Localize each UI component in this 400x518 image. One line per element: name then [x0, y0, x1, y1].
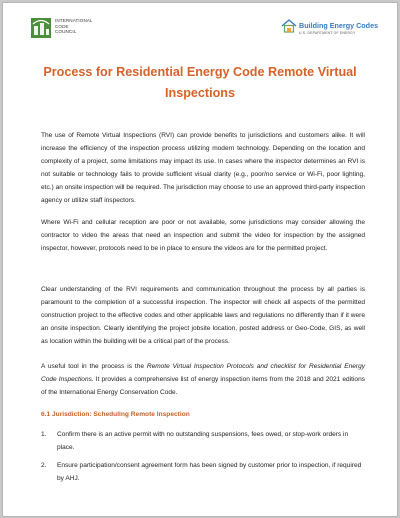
house-icon — [281, 19, 297, 33]
section-heading: 6.1 Jurisdiction: Scheduling Remote Inspection — [41, 411, 190, 418]
paragraph-3: Clear understanding of the RVI requirements and communication throughout the process by all parties is paramount to the completion of a successful inspection. The inspector will check all aspects of the permitted construction project to the effective codes and other applicable laws and regulations no differently than if it were an onsite inspection. Clearly identifying the project jobsite location, posted address or Geo-Code, GIS, as well as location within the building will be a critical part of the process. — [41, 286, 365, 346]
icc-logo — [31, 18, 103, 38]
bec-subtitle: U.S. DEPARTMENT OF ENERGY — [299, 31, 356, 35]
numbered-list — [41, 428, 365, 490]
icc-line-3: COUNCIL — [55, 29, 77, 35]
document-page — [2, 2, 398, 517]
list-item-number: 1. — [41, 431, 47, 438]
page-title: Process for Residential Energy Code Remote Virtual Inspections — [43, 65, 357, 100]
paragraph-1: The use of Remote Virtual Inspections (RVI) can provide benefits to jurisdictions and customers alike. It will increase the efficiency of the inspection process utilizing modern technology. Depending on the location and complexity of a project, some limitations may impact its use. In cases where the inspector determines an RVI is not suitable or technology fails to provide sufficient visual clarity (e.g., poor/no service or Wi-Fi, poor lighting, etc.) an onsite inspection will be required. The jurisdiction may choose to use an approved third-party inspection agency or utilize staff inspectors. — [41, 132, 365, 205]
list-item-text: Ensure participation/consent agreement form has been signed by customer prior to inspection, if required by AHJ. — [57, 462, 362, 483]
bec-name: Building Energy Codes — [299, 21, 379, 30]
icc-line-1: INTERNATIONAL — [55, 18, 93, 23]
page-header — [3, 3, 397, 63]
paragraph-4-rest: It provides a comprehensive list of energy inspection items from the 2018 and 2021 editions of the International Energy Conservation Code. — [41, 376, 365, 397]
icc-line-2: CODE — [55, 23, 69, 29]
paragraph-2: Where Wi-Fi and cellular reception are poor or not available, some jurisdictions may consider allowing the contractor to video the areas that need an inspection and submit the video for inspection by the assigned inspector, however, protocols need to be in place to ensure the videos are for the permitted project. — [41, 219, 365, 253]
icc-wordmark — [55, 18, 103, 35]
list-item-number: 2. — [41, 462, 47, 470]
icc-logo-mark — [31, 18, 51, 38]
list-item — [41, 428, 365, 454]
checklist-title: Remote Virtual Inspection Protocols and checklist for Residential Energy Code Inspections. — [41, 363, 365, 384]
list-item-text: Confirm there is an active permit with no outstanding suspensions, fees owed, or stop-work orders in place. — [57, 431, 349, 452]
paragraph-4 — [41, 360, 365, 399]
building-energy-codes-logo — [299, 21, 377, 35]
paragraph-4-intro: A useful tool in the process is the — [41, 363, 147, 370]
list-item — [41, 459, 365, 485]
